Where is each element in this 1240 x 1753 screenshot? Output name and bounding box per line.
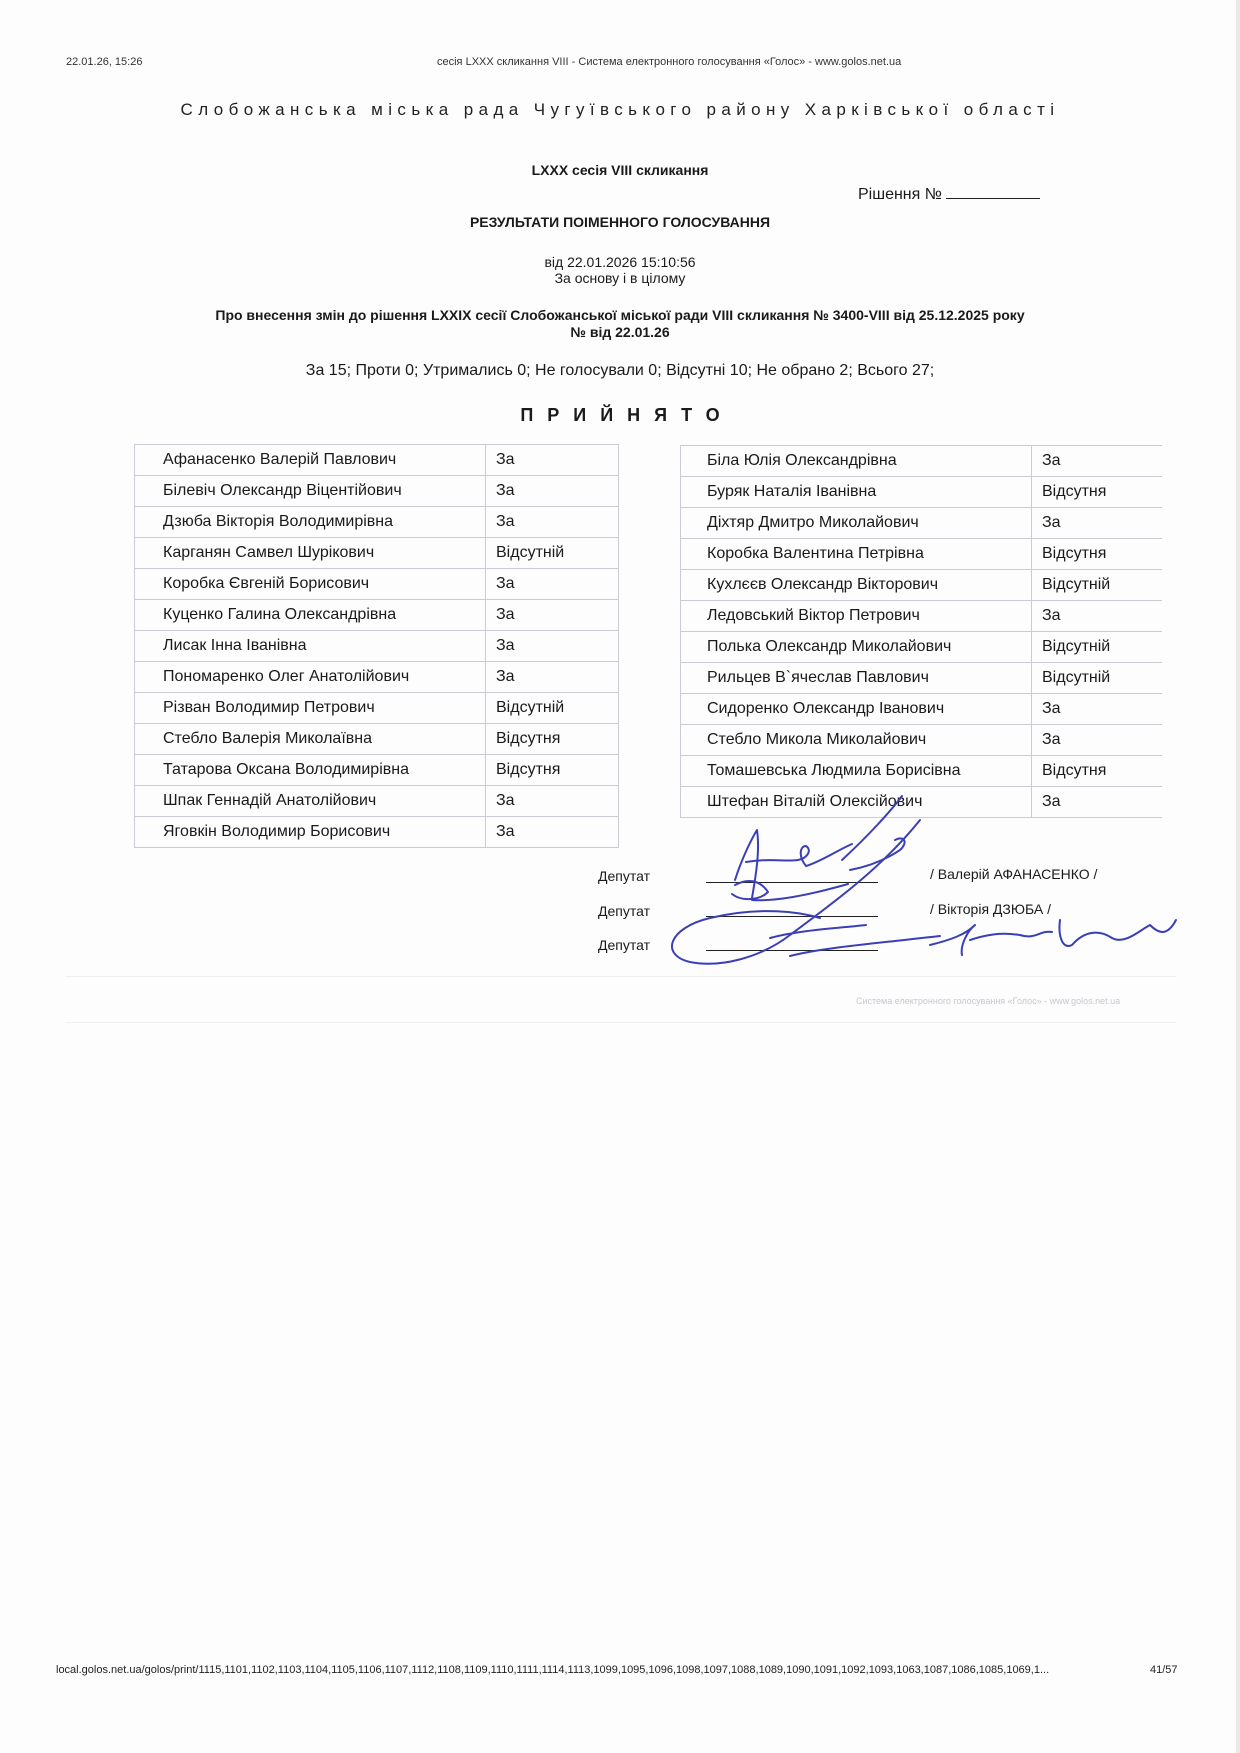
deputy-vote: За <box>486 817 619 848</box>
deputy-vote: За <box>486 507 619 538</box>
deputy-vote: Відсутній <box>1032 663 1163 694</box>
decision-label: Рішення № <box>858 186 942 203</box>
deputy-name: Шпак Геннадій Анатолійович <box>135 786 486 817</box>
deputy-name: Біла Юлія Олександрівна <box>681 446 1032 477</box>
deputy-vote: Відсутній <box>486 538 619 569</box>
deputy-name: Томашевська Людмила Борисівна <box>681 756 1032 787</box>
print-url: local.golos.net.ua/golos/print/1115,1101,1102,1103,1104,1105,1106,1107,1112,1108,1109,1110,1111,1114,1113,1099,1095,1096,1098,1097,1088,1089,1090,1091,1092,1093,1063,1087,1086,1085,1069,1... <box>56 1664 1050 1676</box>
vote-datetime: від 22.01.2026 15:10:56 <box>544 254 696 270</box>
deputy-vote: За <box>486 631 619 662</box>
deputy-name: Стебло Микола Миколайович <box>681 725 1032 756</box>
deputy-name: Діхтяр Дмитро Миколайович <box>681 508 1032 539</box>
deputy-name: Білевіч Олександр Віцентійович <box>135 476 486 507</box>
signature-role-3: Депутат <box>598 937 650 953</box>
session-title: LXXX сесія VIII скликання <box>531 162 709 178</box>
deputy-vote: За <box>1032 725 1163 756</box>
deputy-name: Дзюба Вікторія Володимирівна <box>135 507 486 538</box>
deputy-name: Пономаренко Олег Анатолійович <box>135 662 486 693</box>
deputy-vote: За <box>486 445 619 476</box>
vote-outcome: ПРИЙНЯТО <box>520 405 734 425</box>
deputy-name: Лисак Інна Іванівна <box>135 631 486 662</box>
deputy-vote: За <box>1032 508 1163 539</box>
deputy-name: Афанасенко Валерій Павлович <box>135 445 486 476</box>
vote-totals: За 15; Проти 0; Утримались 0; Не голосували 0; Відсутні 10; Не обрано 2; Всього 27; <box>305 362 935 379</box>
deputy-name: Татарова Оксана Володимирівна <box>135 755 486 786</box>
deputy-name: Сидоренко Олександр Іванович <box>681 694 1032 725</box>
council-name: Слобожанська міська рада Чугуївського району Харківської області <box>180 100 1060 119</box>
deputy-vote: За <box>486 600 619 631</box>
deputy-vote: За <box>486 569 619 600</box>
signature-3-name-ink <box>930 920 1176 955</box>
deputy-vote: За <box>1032 601 1163 632</box>
results-title: РЕЗУЛЬТАТИ ПОІМЕННОГО ГОЛОСУВАННЯ <box>469 214 771 230</box>
deputy-vote: Відсутня <box>1032 756 1163 787</box>
deputy-name: Стебло Валерія Миколаївна <box>135 724 486 755</box>
deputy-vote: Відсутня <box>486 724 619 755</box>
signature-name-1: / Валерій АФАНАСЕНКО / <box>930 866 1098 882</box>
deputy-vote: За <box>1032 694 1163 725</box>
deputy-name: Кухлєєв Олександр Вікторович <box>681 570 1032 601</box>
subject-line-1: Про внесення змін до рішення LXXIX сесії Слобожанської міської ради VIII скликання № 3400-VIII від 25.12.2025 року <box>215 307 1025 323</box>
deputy-name: Різван Володимир Петрович <box>135 693 486 724</box>
deputy-vote: За <box>486 476 619 507</box>
faint-separator <box>66 976 1176 977</box>
deputy-name: Ледовський Віктор Петрович <box>681 601 1032 632</box>
deputy-name: Полька Олександр Миколайович <box>681 632 1032 663</box>
print-header-title: сесія LXXX скликання VIII - Система електронного голосування «Голос» - www.golos.net.ua <box>437 56 902 68</box>
deputy-name: Буряк Наталія Іванівна <box>681 477 1032 508</box>
signature-3-ink <box>672 820 940 964</box>
deputy-vote: Відсутня <box>1032 539 1163 570</box>
deputy-vote: Відсутня <box>1032 477 1163 508</box>
deputy-vote: За <box>1032 787 1163 818</box>
faint-separator-2 <box>66 1022 1176 1023</box>
deputy-name: Рильцев В`ячеслав Павлович <box>681 663 1032 694</box>
print-timestamp: 22.01.26, 15:26 <box>66 56 143 68</box>
vote-basis: За основу і в цілому <box>554 270 686 286</box>
deputy-vote: Відсутній <box>1032 632 1163 663</box>
deputy-name: Яговкін Володимир Борисович <box>135 817 486 848</box>
deputy-vote: Відсутня <box>486 755 619 786</box>
deputy-vote: За <box>1032 446 1163 477</box>
deputy-name: Коробка Євгеній Борисович <box>135 569 486 600</box>
deputy-vote: За <box>486 662 619 693</box>
deputy-name: Куценко Галина Олександрівна <box>135 600 486 631</box>
deputy-name: Коробка Валентина Петрівна <box>681 539 1032 570</box>
signature-role-1: Депутат <box>598 868 650 884</box>
signature-role-2: Депутат <box>598 903 650 919</box>
subject-line-2: № від 22.01.26 <box>570 324 670 340</box>
page-number: 41/57 <box>1150 1664 1178 1676</box>
signature-1-ink <box>735 796 902 898</box>
deputy-vote: За <box>486 786 619 817</box>
deputy-name: Штефан Віталій Олексійович <box>681 787 1032 818</box>
deputy-vote: Відсутній <box>486 693 619 724</box>
deputy-vote: Відсутній <box>1032 570 1163 601</box>
signature-name-2: / Вікторія ДЗЮБА / <box>930 901 1051 917</box>
scan-edge <box>1236 0 1240 1753</box>
deputy-name: Карганян Самвел Шурікович <box>135 538 486 569</box>
footer-watermark: Система електронного голосування «Голос» - www.golos.net.ua <box>856 996 1121 1006</box>
